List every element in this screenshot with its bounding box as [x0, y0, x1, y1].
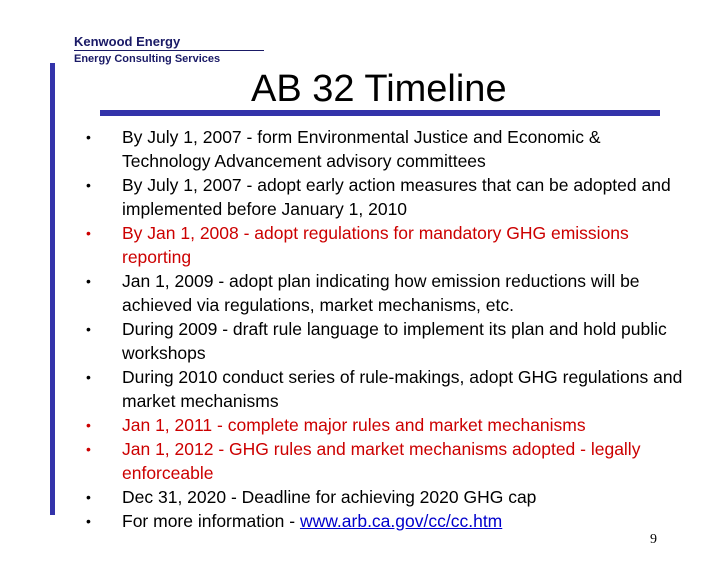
timeline-list — [86, 125, 692, 533]
arb-link[interactable]: www.arb.ca.gov/cc/cc.htm — [299, 511, 503, 531]
division-name: Energy Consulting Services — [74, 53, 221, 65]
page-number: 9 — [650, 532, 657, 547]
bullet-icon: • — [86, 225, 91, 241]
title-underline — [100, 110, 660, 116]
bullet-icon: • — [86, 489, 91, 505]
timeline-item-text: Jan 1, 2009 - adopt plan indicating how emission reductions will be achieved via regulations, market mechanisms, etc. — [122, 271, 640, 315]
bullet-icon: • — [86, 441, 91, 457]
slide-title: AB 32 Timeline — [251, 68, 507, 110]
bullet-icon: • — [86, 321, 91, 337]
timeline-item-text: Dec 31, 2020 - Deadline for achieving 2020 GHG cap — [122, 487, 537, 507]
bullet-icon: • — [86, 417, 91, 433]
timeline-item — [86, 269, 692, 317]
bullet-icon: • — [86, 177, 91, 193]
bullet-icon: • — [86, 369, 91, 385]
timeline-item — [86, 485, 692, 509]
timeline-item-text: During 2009 - draft rule language to implement its plan and hold public workshops — [122, 319, 667, 363]
timeline-item — [86, 437, 692, 485]
timeline-item-text: Jan 1, 2011 - complete major rules and market mechanisms — [122, 415, 586, 435]
info-prefix: For more information - — [122, 511, 300, 531]
left-accent-bar — [50, 63, 55, 515]
timeline-item — [86, 221, 692, 269]
timeline-item — [86, 413, 692, 437]
info-item — [86, 509, 692, 533]
timeline-item-text: By Jan 1, 2008 - adopt regulations for mandatory GHG emissions reporting — [122, 223, 629, 267]
timeline-item — [86, 125, 692, 173]
company-underline — [74, 50, 264, 51]
timeline-item — [86, 317, 692, 365]
timeline-item-text: By July 1, 2007 - adopt early action measures that can be adopted and implemented before January 1, 2010 — [122, 175, 671, 219]
timeline-item-text: During 2010 conduct series of rule-makings, adopt GHG regulations and market mechanisms — [122, 367, 683, 411]
bullet-icon: • — [86, 273, 91, 289]
timeline-item-text: By July 1, 2007 - form Environmental Justice and Economic & Technology Advancement advisory committees — [122, 127, 601, 171]
timeline-item — [86, 173, 692, 221]
company-name: Kenwood Energy — [74, 34, 181, 49]
bullet-icon: • — [86, 513, 91, 529]
timeline-item-text: Jan 1, 2012 - GHG rules and market mechanisms adopted - legally enforceable — [122, 439, 641, 483]
bullet-icon: • — [86, 129, 91, 145]
timeline-item — [86, 365, 692, 413]
